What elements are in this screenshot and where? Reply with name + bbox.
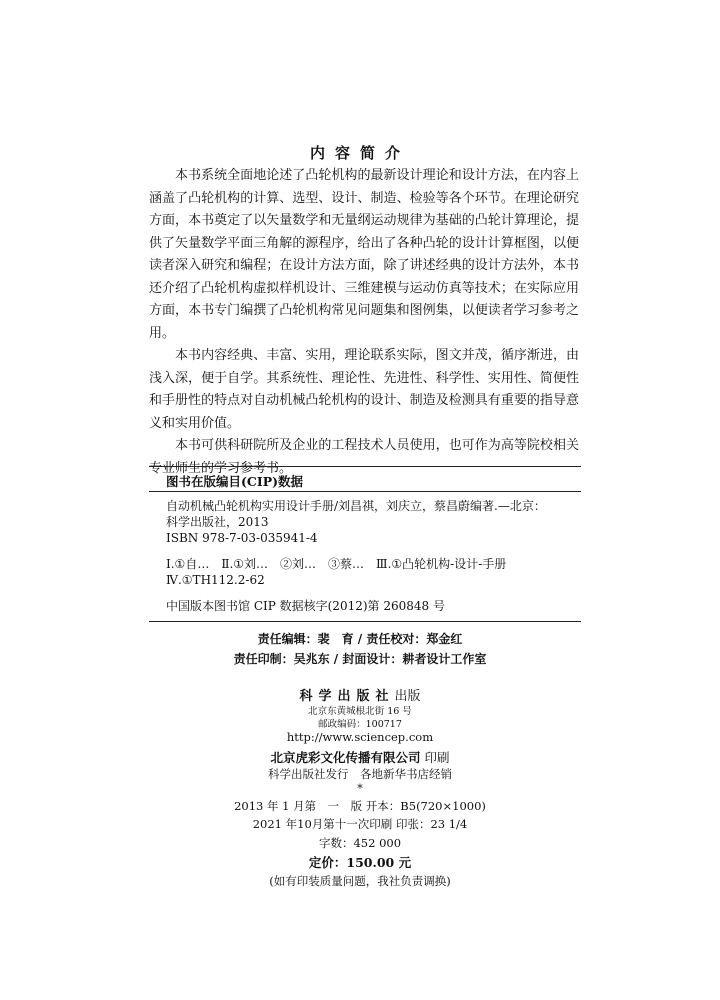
cip-subject-line: Ⅳ.①TH112.2-62 bbox=[166, 573, 265, 587]
cip-entry-line: 自动机械凸轮机构实用设计手册/刘昌祺，刘庆立，蔡昌蔚编著.—北京： bbox=[166, 499, 546, 513]
intro-paragraph: 本书可供科研院所及企业的工程技术人员使用，也可作为高等院校相关专业师生的学习参考书。 bbox=[149, 438, 579, 476]
publisher-postcode: 邮政编码：100717 bbox=[318, 719, 402, 730]
publisher-suffix: 出版 bbox=[394, 689, 421, 704]
printer-suffix: 印刷 bbox=[424, 750, 450, 765]
publisher-name: 科学出版社 bbox=[299, 689, 395, 704]
intro-paragraph: 本书内容经典、丰富、实用，理论联系实际，图文并茂，循序渐进，由浅入深，便于自学。其系统性、理论性、先进性、科学性、实用性、简便性和手册性的特点对自动机械凸轮机构的设计、制造及检测具有重要的指导意义和实用价值。 bbox=[149, 348, 579, 431]
publisher-address: 北京东黄城根北街 16 号 bbox=[308, 706, 412, 717]
publisher-line bbox=[0, 685, 720, 704]
cip-subject-line: Ⅰ.①自… Ⅱ.①刘… ②刘… ③蔡… Ⅲ.①凸轮机构-设计-手册 bbox=[166, 557, 507, 571]
intro-paragraph: 本书系统全面地论述了凸轮机构的最新设计理论和设计方法，在内容上涵盖了凸轮机构的计算、选型、设计、制造、检验等各个环节。在理论研究方面，本书奠定了以矢量数学和无量纲运动规律为基础的凸轮计算理论，提供了矢量数学平面三角解的源程序，给出了各种凸轮的设计计算框图，以便读者深入研究和编程；在设计方法方面，除了讲述经典的设计方法外，本书还介绍了凸轮机构虚拟样机设计、三维建模与运动仿真等技术；在实际应用方面，本书专门编撰了凸轮机构常见问题集和图例集，以便读者学习参考之用。 bbox=[149, 168, 579, 341]
page-title: 内容简介 bbox=[309, 144, 410, 162]
cip-isbn: ISBN 978-7-03-035941-4 bbox=[166, 531, 318, 545]
separator-star: * bbox=[357, 781, 363, 795]
cip-heading: 图书在版编目(CIP)数据 bbox=[166, 474, 304, 489]
price: 定价：150.00 元 bbox=[308, 855, 412, 870]
editor-credits: 责任编辑：裴 育 / 责任校对：郑金红 bbox=[257, 632, 463, 646]
distribution-line: 科学出版社发行 各地新华书店经销 bbox=[268, 767, 452, 781]
printing-line: 2021 年10月第十一次印刷 印张：23 1/4 bbox=[252, 817, 468, 831]
word-count: 字数：452 000 bbox=[318, 836, 402, 850]
publisher-url: http://www.sciencep.com bbox=[286, 730, 434, 744]
cip-number: 中国版本图书馆 CIP 数据核字(2012)第 260848 号 bbox=[166, 599, 445, 613]
printer-line bbox=[0, 748, 720, 766]
printer-name: 北京虎彩文化传播有限公司 bbox=[270, 750, 421, 765]
edition-line: 2013 年 1 月第 一 版 开本：B5(720×1000) bbox=[234, 799, 486, 813]
production-credits: 责任印制：吴兆东 / 封面设计：耕者设计工作室 bbox=[233, 652, 487, 666]
divider bbox=[149, 621, 581, 622]
intro-section bbox=[149, 165, 579, 480]
cip-entry-line: 科学出版社，2013 bbox=[166, 515, 269, 529]
divider bbox=[149, 491, 581, 492]
divider bbox=[149, 466, 581, 467]
quality-notice: (如有印装质量问题，我社负责调换) bbox=[269, 874, 451, 888]
